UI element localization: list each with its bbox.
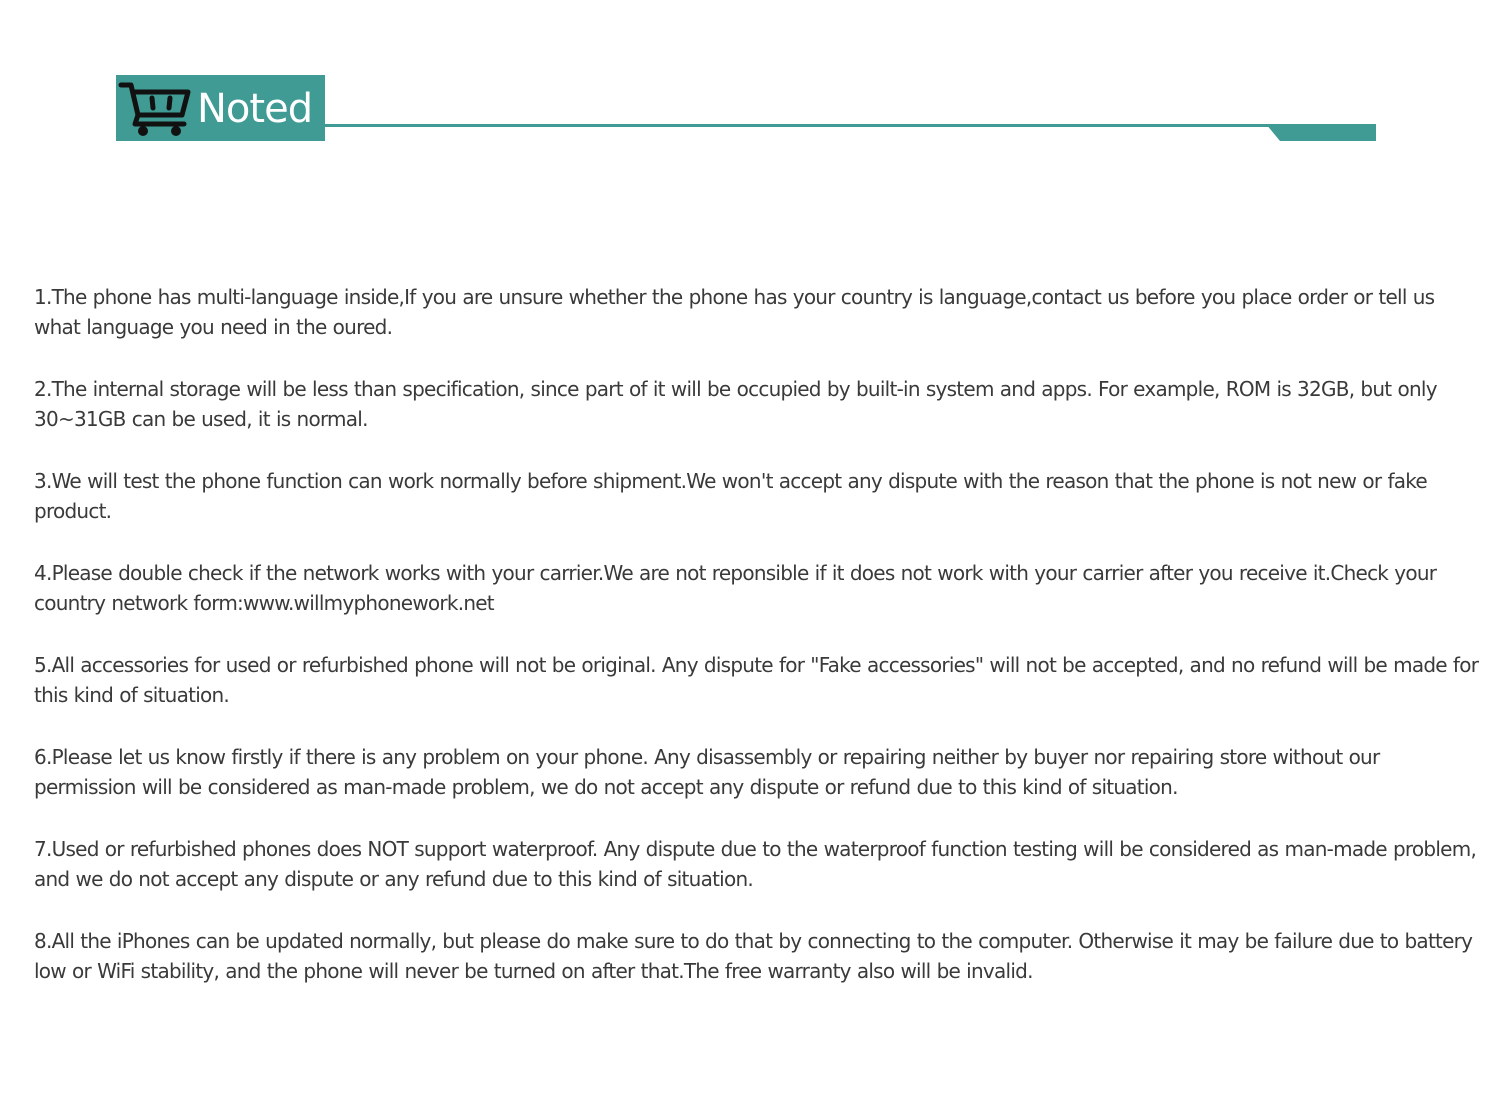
header-divider-end-cap xyxy=(1266,124,1376,141)
note-item-6: 6.Please let us know firstly if there is any problem on your phone. Any disassembly or repairing neither by buyer nor repairing store without our permission will be considered as man-made problem, we do not accept any dispute or refund due to this kind of situation. xyxy=(34,745,1380,799)
note-item-3: 3.We will test the phone function can work normally before shipment.We won't accept any dispute with the reason that the phone is not new or fake product. xyxy=(34,469,1427,523)
shopping-cart-icon xyxy=(118,77,192,139)
note-item-7: 7.Used or refurbished phones does NOT support waterproof. Any dispute due to the waterproof function testing will be considered as man-made problem, and we do not accept any dispute or any refund due to this kind of situation. xyxy=(34,837,1477,891)
note-item-1: 1.The phone has multi-language inside,If you are unsure whether the phone has your country is language,contact us before you place order or tell us what language you need in the oured. xyxy=(34,285,1435,339)
notes-list xyxy=(34,282,1480,986)
note-item-5: 5.All accessories for used or refurbished phone will not be original. Any dispute for "Fake accessories" will not be accepted, and no refund will be made for this kind of situation. xyxy=(34,653,1479,707)
note-item-4: 4.Please double check if the network works with your carrier.We are not reponsible if it does not work with your carrier after you receive it.Check your country network form:www.willmyphonework.net xyxy=(34,561,1437,615)
note-item-2: 2.The internal storage will be less than specification, since part of it will be occupied by built-in system and apps. For example, ROM is 32GB, but only 30~31GB can be used, it is normal. xyxy=(34,377,1437,431)
section-title: Noted xyxy=(197,86,313,132)
header-divider-line xyxy=(325,124,1376,127)
noted-header-banner xyxy=(116,75,1376,141)
title-tab xyxy=(116,75,325,141)
note-item-8: 8.All the iPhones can be updated normally, but please do make sure to do that by connecting to the computer. Otherwise it may be failure due to battery low or WiFi stability, and the phone will never be turned on after that.The free warranty also will be invalid. xyxy=(34,929,1473,983)
